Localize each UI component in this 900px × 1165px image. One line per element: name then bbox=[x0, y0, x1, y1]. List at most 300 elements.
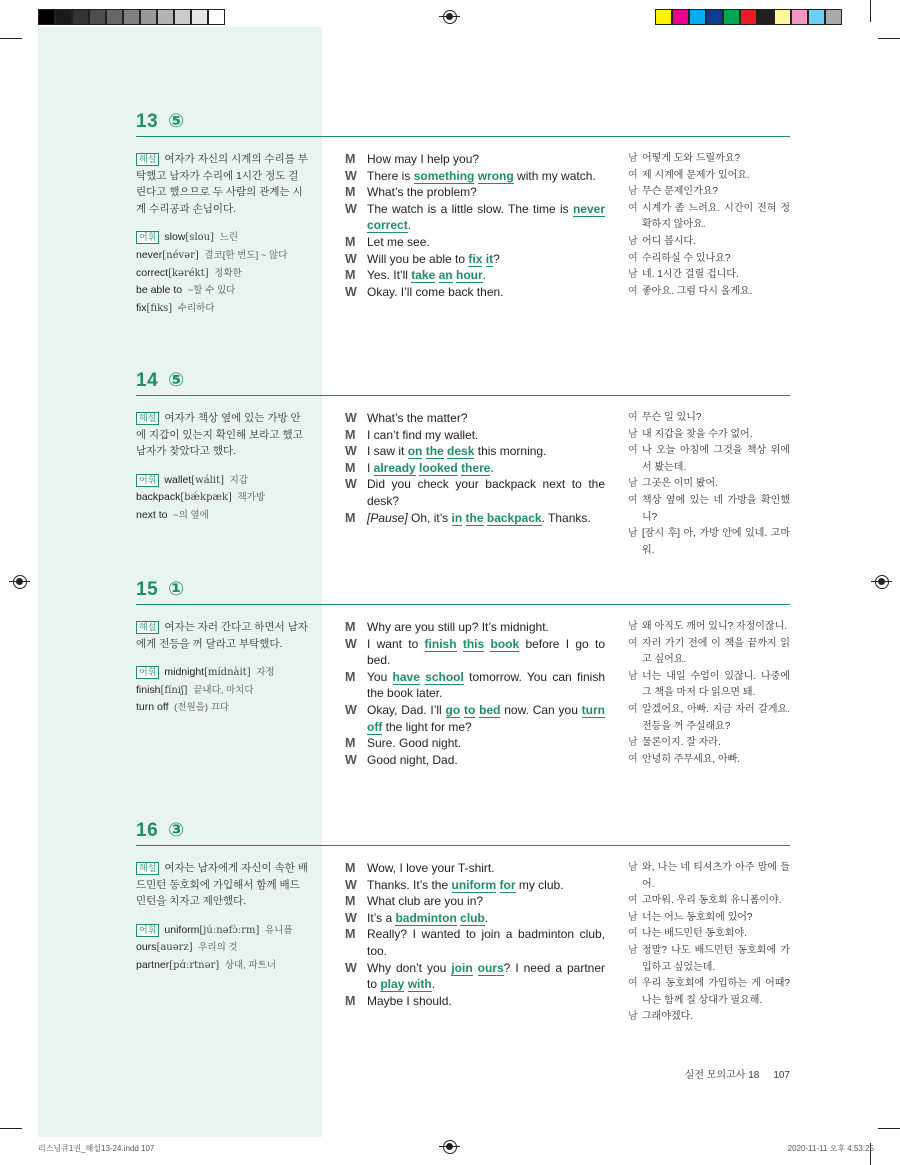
translation-speaker: 남 bbox=[628, 862, 638, 873]
translation-line bbox=[628, 168, 790, 185]
vocab-item bbox=[136, 265, 308, 283]
color-swatch bbox=[791, 9, 808, 25]
translation-line bbox=[628, 702, 790, 735]
dialogue-text: Good night, Dad. bbox=[367, 752, 458, 767]
blank-answer: ours bbox=[477, 960, 504, 975]
question-number: 15 bbox=[136, 579, 159, 600]
blank-answer: hour bbox=[455, 268, 483, 283]
dialogue-line bbox=[345, 151, 605, 168]
translation-text: 고마워. 우리 동호회 유니폼이야. bbox=[642, 895, 782, 907]
vocab-ipa: [kərékt] bbox=[168, 267, 209, 279]
translation-speaker: 여 bbox=[628, 928, 638, 940]
vocab-list bbox=[136, 664, 308, 717]
translation-speaker: 남 bbox=[628, 670, 638, 682]
speaker-label: W bbox=[345, 960, 357, 975]
vocab-meaning: ~할 수 있다 bbox=[185, 285, 236, 297]
speaker-label: M bbox=[345, 268, 356, 283]
dialogue-text: Sure. Good night. bbox=[367, 736, 462, 751]
vocab-word: slow bbox=[164, 231, 186, 244]
answer-number: ③ bbox=[168, 820, 185, 841]
dialogue-text: I can’t find my wallet. bbox=[367, 427, 479, 442]
dialogue-text: [Pause] Oh, it’s in the backpack. Thanks. bbox=[367, 510, 591, 525]
speaker-label: M bbox=[345, 927, 356, 942]
vocab-tag: 어휘 bbox=[136, 474, 159, 487]
question-number: 16 bbox=[136, 820, 159, 841]
vocab-meaning: 정확한 bbox=[211, 267, 242, 279]
answer-number: ⑤ bbox=[168, 370, 185, 391]
vocab-list bbox=[136, 229, 308, 317]
vocab-meaning: 느린 bbox=[217, 232, 238, 244]
answer-number: ① bbox=[168, 579, 185, 600]
translation-line bbox=[628, 926, 790, 943]
footer-title: 실전 모의고사 18 bbox=[684, 1070, 760, 1081]
blank-answer: already bbox=[373, 460, 416, 475]
question-section bbox=[136, 577, 790, 767]
blank-answer: the bbox=[465, 510, 484, 525]
vocab-tag: 어휘 bbox=[136, 666, 159, 679]
translation-speaker: 남 bbox=[628, 621, 638, 632]
vocab-item bbox=[136, 472, 308, 490]
dialogue-line bbox=[345, 251, 605, 268]
translation-line bbox=[628, 1009, 790, 1026]
blank-answer: uniform bbox=[451, 877, 497, 892]
speaker-label: W bbox=[345, 251, 357, 266]
translation-speaker: 남 bbox=[628, 186, 638, 198]
explanation-text: 해설 여자가 책상 옆에 있는 가방 안에 지갑이 있는지 확인해 보라고 했고 남자가 찾았다고 했다. bbox=[136, 412, 303, 458]
vocab-meaning: 우리의 것 bbox=[195, 942, 238, 954]
translation-line bbox=[628, 976, 790, 1009]
translation-speaker: 남 bbox=[628, 235, 638, 247]
vocab-ipa: [pɑ́ːrtnər] bbox=[169, 959, 220, 971]
slug-timestamp: 2020-11-11 오후 4:53:25 bbox=[787, 1144, 874, 1153]
explanation-tag: 해설 bbox=[136, 862, 159, 875]
page-number: 107 bbox=[773, 1070, 790, 1081]
blank-answer: never bbox=[572, 201, 605, 216]
translation-speaker: 여 bbox=[628, 753, 638, 765]
dialogue-line bbox=[345, 427, 605, 444]
vocab-item bbox=[136, 247, 308, 265]
explanation-tag: 해설 bbox=[136, 412, 159, 425]
translation-speaker: 여 bbox=[628, 494, 638, 506]
speaker-label: W bbox=[345, 411, 357, 425]
translation-speaker: 남 bbox=[628, 737, 638, 749]
blank-answer: it bbox=[485, 251, 494, 266]
blank-answer: club bbox=[460, 910, 485, 925]
dialogue-text: Really? I wanted to join a badminton club, too. bbox=[367, 927, 605, 958]
speaker-label: W bbox=[345, 702, 357, 717]
vocab-meaning: 상대, 파트너 bbox=[222, 959, 277, 971]
dialogue-column bbox=[345, 410, 605, 526]
registration-mark-right bbox=[875, 575, 889, 589]
dialogue-line bbox=[345, 234, 605, 251]
dialogue-column bbox=[345, 151, 605, 300]
translation-line bbox=[628, 267, 790, 284]
vocab-item bbox=[136, 507, 308, 525]
vocab-word: correct bbox=[136, 266, 169, 279]
translation-speaker: 여 bbox=[628, 637, 638, 649]
color-swatch bbox=[655, 9, 672, 25]
speaker-label: W bbox=[345, 910, 357, 925]
vocab-item bbox=[136, 489, 308, 507]
explanation-column bbox=[136, 151, 308, 317]
speaker-label: W bbox=[345, 636, 357, 651]
gray-swatch bbox=[38, 9, 55, 25]
translation-text: 너는 내일 수업이 있잖니. 나중에 그 책을 마저 다 읽으면 돼. bbox=[642, 670, 790, 699]
vocab-word: finish bbox=[136, 683, 161, 696]
dialogue-text: Did you check your backpack next to the desk? bbox=[367, 477, 605, 508]
translation-text: 어떻게 도와 드릴까요? bbox=[642, 153, 741, 164]
explanation-text: 해설 여자는 자러 간다고 하면서 남자에게 전등을 꺼 달라고 부탁했다. bbox=[136, 621, 308, 650]
dialogue-line bbox=[345, 267, 605, 284]
dialogue-text: I already looked there. bbox=[367, 460, 494, 475]
blank-answer: go bbox=[445, 702, 461, 717]
speaker-label: M bbox=[345, 427, 356, 442]
color-swatch bbox=[706, 9, 723, 25]
translation-line bbox=[628, 184, 790, 201]
translation-line bbox=[628, 410, 790, 427]
dialogue-line bbox=[345, 510, 605, 527]
blank-answer: in bbox=[451, 510, 463, 525]
dialogue-text: Okay. I’ll come back then. bbox=[367, 284, 504, 299]
translation-speaker: 여 bbox=[628, 895, 638, 907]
gray-swatch bbox=[191, 9, 208, 25]
gray-swatch bbox=[174, 9, 191, 25]
registration-mark-top bbox=[443, 10, 457, 24]
translation-line bbox=[628, 201, 790, 234]
gray-swatch bbox=[89, 9, 106, 25]
dialogue-line bbox=[345, 926, 605, 959]
color-swatch bbox=[740, 9, 757, 25]
translation-text: 내 지갑을 찾을 수가 없어. bbox=[642, 428, 753, 440]
explanation-column bbox=[136, 619, 308, 717]
speaker-label: W bbox=[345, 752, 357, 767]
vocab-item bbox=[136, 664, 308, 682]
dialogue-line bbox=[345, 636, 605, 669]
dialogue-line bbox=[345, 410, 605, 427]
dialogue-line bbox=[345, 184, 605, 201]
crop-mark bbox=[878, 1128, 900, 1129]
blank-answer: the bbox=[425, 444, 444, 459]
blank-answer: take bbox=[411, 268, 436, 283]
translation-speaker: 여 bbox=[628, 285, 638, 297]
dialogue-column bbox=[345, 860, 605, 1009]
blank-answer: backpack bbox=[486, 510, 542, 525]
vocab-word: backpack bbox=[136, 491, 181, 504]
vocab-meaning: 자정 bbox=[253, 667, 275, 679]
speaker-label: W bbox=[345, 877, 357, 892]
translation-speaker: 남 bbox=[628, 428, 638, 440]
translation-speaker: 여 bbox=[628, 252, 638, 264]
vocab-meaning: 책가방 bbox=[234, 492, 266, 504]
blank-answer: fix bbox=[468, 251, 483, 266]
speaker-label: M bbox=[345, 510, 356, 525]
dialogue-text: What club are you in? bbox=[367, 894, 484, 909]
blank-answer: finish bbox=[424, 636, 457, 651]
dialogue-line bbox=[345, 443, 605, 460]
vocab-item bbox=[136, 939, 308, 957]
speaker-label: M bbox=[345, 669, 356, 684]
blank-answer: for bbox=[499, 877, 516, 892]
translation-speaker: 여 bbox=[628, 703, 638, 715]
blank-answer: desk bbox=[447, 444, 475, 459]
translation-text: 우리 동호회에 가입하는 게 어때? 나는 함께 칠 상대가 필요해. bbox=[642, 978, 790, 1006]
translation-line bbox=[628, 752, 790, 769]
crop-mark bbox=[0, 38, 22, 39]
gray-swatch bbox=[55, 9, 72, 25]
question-section bbox=[136, 818, 790, 1023]
translation-speaker: 여 bbox=[628, 169, 638, 181]
speaker-label: W bbox=[345, 284, 357, 299]
vocab-item bbox=[136, 957, 308, 975]
slug-filename: 리스닝큐1권_해설13-24.indd 107 bbox=[38, 1144, 155, 1153]
color-swatch bbox=[672, 9, 689, 25]
dialogue-line bbox=[345, 893, 605, 910]
vocab-meaning: 수리하다 bbox=[175, 302, 215, 314]
dialogue-line bbox=[345, 960, 605, 993]
translation-column bbox=[628, 619, 790, 768]
gray-swatch bbox=[106, 9, 123, 25]
blank-answer: wrong bbox=[477, 168, 514, 183]
translation-speaker: 남 bbox=[628, 478, 638, 490]
translation-text: 무슨 문제인가요? bbox=[642, 186, 718, 198]
dialogue-text: It’s a badminton club. bbox=[367, 910, 489, 925]
vocab-item bbox=[136, 922, 308, 940]
blank-answer: school bbox=[425, 669, 464, 684]
translation-column bbox=[628, 410, 790, 559]
vocab-word: ours bbox=[136, 941, 157, 954]
dialogue-text: What’s the problem? bbox=[367, 185, 477, 200]
translation-text: 어디 봅시다. bbox=[642, 235, 696, 247]
translation-text: 왜 아직도 깨어 있니? 자정이잖니. bbox=[642, 621, 788, 632]
color-calibration-bar bbox=[655, 9, 842, 25]
vocab-tag: 어휘 bbox=[136, 231, 159, 244]
dialogue-text: Maybe I should. bbox=[367, 993, 452, 1008]
translation-line bbox=[628, 943, 790, 976]
translation-text: 알겠어요, 아빠. 지금 자러 갈게요. 전등을 꺼 주실래요? bbox=[642, 703, 790, 732]
blank-answer: there bbox=[461, 460, 491, 475]
translation-text: 나는 배드민턴 동호회야. bbox=[642, 928, 747, 940]
vocab-ipa: [auərz] bbox=[156, 942, 193, 954]
translation-text: [잠시 후] 아, 가방 안에 있네. 고마워. bbox=[642, 528, 790, 556]
translation-text: 정말? 나도 배드민턴 동호회에 가입하고 싶었는데. bbox=[642, 944, 790, 973]
gray-swatch bbox=[72, 9, 89, 25]
color-swatch bbox=[723, 9, 740, 25]
translation-text: 너는 어느 동호회에 있어? bbox=[642, 911, 753, 923]
section-header bbox=[136, 818, 790, 846]
vocab-ipa: [júːnəfɔ̀ːrm] bbox=[199, 924, 260, 936]
explanation-column bbox=[136, 860, 308, 975]
vocab-tag: 어휘 bbox=[136, 924, 159, 937]
dialogue-text: Why are you still up? It’s midnight. bbox=[367, 620, 549, 634]
blank-answer: bed bbox=[479, 702, 501, 717]
crop-mark bbox=[870, 0, 871, 22]
question-section bbox=[136, 368, 790, 556]
section-header bbox=[136, 577, 790, 605]
blank-answer: an bbox=[438, 268, 453, 283]
vocab-ipa: [fíniʃ] bbox=[160, 684, 188, 696]
dialogue-text: I saw it on the desk this morning. bbox=[367, 444, 547, 459]
vocab-word: midnight bbox=[164, 666, 205, 679]
vocab-word: never bbox=[136, 248, 163, 261]
translation-speaker: 남 bbox=[628, 1011, 638, 1023]
vocab-meaning: 결코[한 번도] ~ 않다 bbox=[201, 249, 288, 261]
translation-text: 나 오늘 아침에 그것을 책상 위에서 봤는데. bbox=[642, 445, 790, 473]
translation-line bbox=[628, 493, 790, 526]
vocab-meaning: 지갑 bbox=[227, 474, 248, 486]
translation-speaker: 여 bbox=[628, 202, 638, 214]
crop-mark bbox=[0, 1128, 22, 1129]
dialogue-text: Wow, I love your T-shirt. bbox=[367, 861, 495, 875]
vocab-ipa: [slou] bbox=[185, 232, 214, 244]
registration-mark-bottom bbox=[443, 1140, 457, 1154]
speaker-label: W bbox=[345, 168, 357, 183]
gray-swatch bbox=[157, 9, 174, 25]
dialogue-text: There is something wrong with my watch. bbox=[367, 168, 596, 183]
vocab-word: next to bbox=[136, 508, 168, 521]
dialogue-line bbox=[345, 735, 605, 752]
translation-text: 시계가 좀 느려요. 시간이 전혀 정확하지 않아요. bbox=[642, 202, 790, 231]
translation-text: 제 시계에 문제가 있어요. bbox=[642, 169, 750, 181]
translation-line bbox=[628, 735, 790, 752]
registration-mark-left bbox=[13, 575, 27, 589]
vocab-list bbox=[136, 922, 308, 975]
vocab-ipa: [bǽkpæk] bbox=[180, 492, 232, 504]
blank-answer: join bbox=[451, 960, 473, 975]
vocab-ipa: [wálit] bbox=[191, 474, 224, 486]
speaker-label: M bbox=[345, 993, 356, 1008]
dialogue-text: Yes. It’ll take an hour. bbox=[367, 268, 486, 283]
blank-answer: play bbox=[380, 977, 405, 992]
dialogue-text: Thanks. It’s the uniform for my club. bbox=[367, 877, 564, 892]
translation-line bbox=[628, 284, 790, 301]
dialogue-text: You have school tomorrow. You can finish the book later. bbox=[367, 669, 605, 701]
vocab-word: wallet bbox=[164, 473, 192, 486]
vocab-item bbox=[136, 229, 308, 247]
blank-answer: badminton bbox=[395, 910, 457, 925]
translation-text: 자러 가기 전에 이 책을 끝까지 읽고 싶어요. bbox=[642, 637, 790, 666]
translation-text: 책상 옆에 있는 네 가방을 확인했니? bbox=[642, 494, 790, 523]
speaker-label: M bbox=[345, 460, 356, 475]
answer-number: ⑤ bbox=[168, 111, 185, 132]
translation-text: 무슨 일 있니? bbox=[642, 412, 702, 423]
crop-mark bbox=[878, 38, 900, 39]
translation-line bbox=[628, 860, 790, 893]
dialogue-column bbox=[345, 619, 605, 768]
dialogue-line bbox=[345, 619, 605, 636]
explanation-text: 해설 여자는 남자에게 자신이 속한 배드민턴 동호회에 가입해서 함께 배드민턴을 치자고 제안했다. bbox=[136, 862, 308, 908]
dialogue-line bbox=[345, 460, 605, 477]
dialogue-line bbox=[345, 284, 605, 301]
translation-column bbox=[628, 151, 790, 300]
gray-swatch bbox=[208, 9, 225, 25]
translation-column bbox=[628, 860, 790, 1026]
translation-speaker: 남 bbox=[628, 153, 638, 164]
speaker-label: W bbox=[345, 477, 357, 492]
translation-line bbox=[628, 526, 790, 559]
vocab-item bbox=[136, 682, 308, 700]
blank-answer: book bbox=[490, 636, 520, 651]
translation-text: 네. 1시간 걸릴 겁니다. bbox=[642, 269, 739, 281]
question-number: 13 bbox=[136, 111, 159, 132]
explanation-tag: 해설 bbox=[136, 621, 159, 634]
dialogue-line bbox=[345, 877, 605, 894]
blank-answer: correct bbox=[367, 218, 408, 233]
vocab-word: uniform bbox=[164, 923, 200, 936]
speaker-label: M bbox=[345, 152, 356, 166]
vocab-item bbox=[136, 300, 308, 318]
translation-text: 안녕히 주무세요, 아빠. bbox=[642, 753, 741, 765]
question-section bbox=[136, 109, 790, 314]
vocab-word: turn off bbox=[136, 701, 169, 714]
vocab-ipa: [fiks] bbox=[146, 302, 173, 314]
vocab-meaning: ~의 옆에 bbox=[170, 509, 209, 521]
blank-answer: to bbox=[463, 702, 476, 717]
dialogue-line bbox=[345, 910, 605, 927]
translation-line bbox=[628, 910, 790, 927]
dialogue-line bbox=[345, 860, 605, 877]
translation-line bbox=[628, 443, 790, 476]
color-swatch bbox=[689, 9, 706, 25]
blank-answer: with bbox=[407, 977, 432, 992]
blank-answer: on bbox=[407, 444, 423, 459]
question-number: 14 bbox=[136, 370, 159, 391]
page-footer bbox=[685, 1066, 790, 1081]
translation-speaker: 여 bbox=[628, 412, 638, 423]
dialogue-text: Let me see. bbox=[367, 234, 430, 249]
vocab-item bbox=[136, 699, 308, 717]
blank-answer: have bbox=[392, 669, 420, 684]
translation-speaker: 여 bbox=[628, 978, 638, 990]
dialogue-text: The watch is a little slow. The time is never correct. bbox=[367, 201, 605, 233]
dialogue-text: How may I help you? bbox=[367, 152, 480, 166]
vocab-list bbox=[136, 472, 308, 525]
translation-speaker: 남 bbox=[628, 269, 638, 281]
dialogue-line bbox=[345, 168, 605, 185]
translation-line bbox=[628, 151, 790, 168]
translation-text: 그곳은 이미 봤어. bbox=[642, 478, 718, 490]
dialogue-line bbox=[345, 476, 605, 509]
gray-swatch bbox=[140, 9, 157, 25]
vocab-ipa: [névər] bbox=[162, 249, 199, 261]
translation-text: 좋아요. 그럼 다시 올게요. bbox=[642, 285, 753, 297]
translation-line bbox=[628, 234, 790, 251]
translation-text: 물론이지. 잘 자라. bbox=[642, 737, 721, 749]
dialogue-text: What’s the matter? bbox=[367, 411, 468, 425]
explanation-tag: 해설 bbox=[136, 153, 159, 166]
dialogue-line bbox=[345, 993, 605, 1010]
translation-line bbox=[628, 636, 790, 669]
gray-calibration-bar bbox=[38, 9, 225, 25]
translation-line bbox=[628, 669, 790, 702]
stage-direction: [Pause] bbox=[367, 510, 408, 525]
speaker-label: W bbox=[345, 444, 357, 459]
color-swatch bbox=[825, 9, 842, 25]
translation-speaker: 남 bbox=[628, 944, 638, 956]
translation-line bbox=[628, 476, 790, 493]
translation-text: 와, 나는 네 티셔츠가 아주 맘에 들어. bbox=[642, 862, 790, 890]
color-swatch bbox=[757, 9, 774, 25]
blank-answer: this bbox=[462, 636, 485, 651]
speaker-label: M bbox=[345, 620, 356, 634]
blank-answer: looked bbox=[419, 460, 458, 475]
gray-swatch bbox=[123, 9, 140, 25]
speaker-label: M bbox=[345, 185, 356, 200]
translation-line bbox=[628, 893, 790, 910]
speaker-label: M bbox=[345, 736, 356, 751]
explanation-column bbox=[136, 410, 308, 525]
color-swatch bbox=[808, 9, 825, 25]
vocab-word: fix bbox=[136, 301, 147, 314]
